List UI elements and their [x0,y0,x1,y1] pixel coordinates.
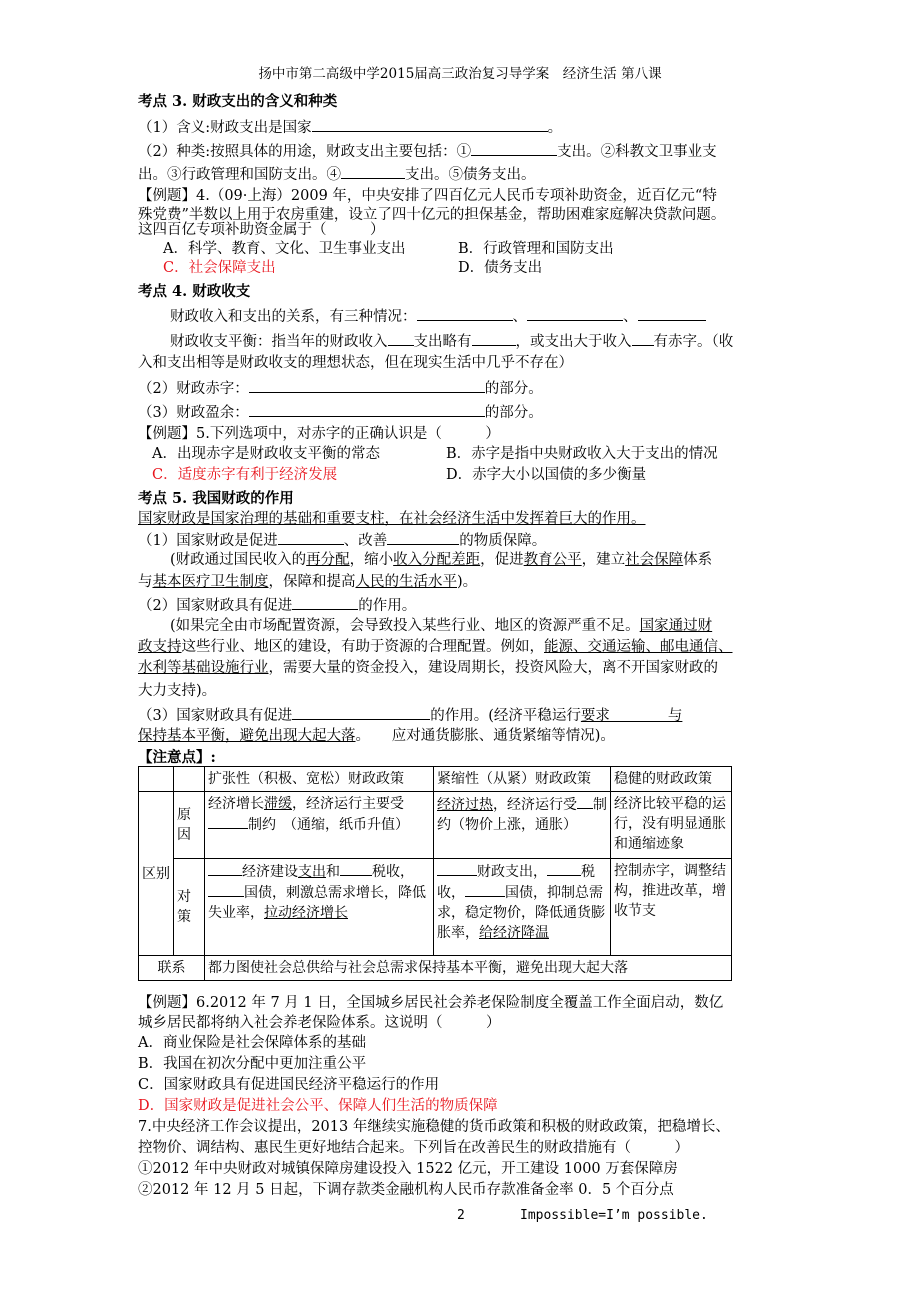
connection-text: 都力图使社会总供给与社会总需求保持基本平衡，避免出现大起大落 [205,956,732,981]
s5-intro: 国家财政是国家治理的基础和重要支柱，在社会经济生活中发挥着巨大的作用。 [138,511,646,527]
example-7-line-2: 控物价、调结构、惠民生更好地结合起来。下列旨在改善民生的财政措施有（ ） [138,1140,689,1156]
notes-heading: 【注意点】: [138,749,216,766]
example-4-option-c: C．社会保障支出 [163,260,276,276]
header-stable: 稳健的财政政策 [611,767,732,792]
example-6-line-1: 【例题】6.2012 年 7 月 1 日，全国城乡居民社会养老保险制度全覆盖工作全面启动，数亿 [138,995,724,1011]
s5-point-1-explain-2: 与基本医疗卫生制度，保障和提高人民的生活水平)。 [138,574,478,590]
s5-point-2-explain-1: (如果完全由市场配置资源，会导致投入某些行业、地区的资源严重不足。国家通过财 [170,618,713,634]
s5-point-2: （2）国家财政具有促进 的作用。 [138,595,416,616]
section-5-title: 考点 5. 我国财政的作用 [138,490,294,507]
example-5-option-d: D．赤字大小以国债的多少衡量 [446,467,647,483]
s3-line-1: （1）含义:财政支出是国家 。 [138,117,562,138]
measure-contractionary: 财政支出， 税收， 国债，抑制总需求，稳定物价，降低通货膨胀率，给经济降温 [434,859,611,956]
cause-stable: 经济比较平稳的运行，没有明显通胀和通缩迹象 [611,792,732,859]
example-5-question: 【例题】5.下列选项中，对赤字的正确认识是（ ） [138,426,500,442]
example-4-line-2: 殊党费”半数以上用于农房重建，设立了四十亿元的担保基金，帮助困难家庭解决贷款问题。 [138,207,726,223]
s4-balance-line-1: 财政收支平衡：指当年的财政收入 支出略有 ，或支出大于收入 有赤字。（收 [170,331,733,352]
example-4-line-1: 【例题】4.（09·上海）2009 年，中央安排了四百亿元人民币专项补助资金，近百亿元“特 [138,188,717,204]
s3-line-2: （2）种类:按照具体的用途，财政支出主要包括：① 支出。②科教文卫事业支 [138,141,717,162]
page-header: 扬中市第二高级中学2015届高三政治复习导学案 经济生活 第八课 [258,66,662,82]
s4-deficit-line: （2）财政赤字： 的部分。 [138,378,543,399]
example-7-item-1: ①2012 年中央财政对城镇保障房建设投入 1522 亿元，开工建设 1000 万套保障房 [138,1161,678,1177]
example-4-line-3: 这四百亿专项补助资金属于（ ） [138,222,385,238]
example-4-option-a: A．科学、教育、文化、卫生事业支出 [163,241,406,257]
table-row-cause [139,792,732,859]
s3-line-3: 出。③行政管理和国防支出。④ 支出。⑤债务支出。 [138,164,536,185]
example-6-option-c: C．国家财政具有促进国民经济平稳运行的作用 [138,1077,440,1093]
section-3-title: 考点 3. 财政支出的含义和种类 [138,93,338,110]
s5-point-1-explain-1: (财政通过国民收入的再分配，缩小收入分配差距，促进教育公平，建立社会保障体系 [170,552,713,568]
s5-point-2-explain-3: 水利等基础设施行业，需要大量的资金投入，建设周期长，投资风险大，离不开国家财政的 [138,660,718,676]
example-6-option-a: A．商业保险是社会保障体系的基础 [138,1035,366,1051]
example-5-option-a: A．出现赤字是财政收支平衡的常态 [152,446,380,462]
table-header-row [139,767,732,792]
example-7-line-1: 7.中央经济工作会议提出，2013 年继续实施稳健的货币政策和积极的财政政策，把稳增长、 [138,1119,730,1135]
example-5-option-b: B．赤字是指中央财政收入大于支出的情况 [446,446,718,462]
table-row-connection [139,956,732,981]
header-contractionary: 紧缩性（从紧）财政政策 [434,767,611,792]
s5-point-2-explain-4: 大力支持)。 [138,683,217,699]
footer-motto: Impossible=I’m possible. [520,1208,708,1223]
measure-expansionary: 经济建设支出和 税收，国债，刺激总需求增长，降低失业率，拉动经济增长 [205,859,434,956]
page-number: 2 [457,1208,465,1223]
s5-point-2-explain-2: 政支持这些行业、地区的建设，有助于资源的合理配置。例如，能源、交通运输、邮电通信、 [138,639,733,655]
s5-point-1: （1）国家财政是促进 、改善 的物质保障。 [138,530,546,551]
example-5-option-c: C．适度赤字有利于经济发展 [152,467,338,483]
section-4-title: 考点 4. 财政收支 [138,283,251,300]
s5-point-3-explain: 保持基本平衡，避免出现大起大落。 应对通货膨胀、通货紧缩等情况)。 [138,728,615,744]
example-6-option-b: B．我国在初次分配中更加注重公平 [138,1056,367,1072]
row-label-measure: 对策 [174,859,205,956]
row-label-cause: 原因 [174,792,205,859]
header-expansionary: 扩张性（积极、宽松）财政政策 [205,767,434,792]
example-4-option-b: B．行政管理和国防支出 [458,241,614,257]
row-label-connection: 联系 [139,956,205,981]
example-6-option-d: D．国家财政是促进社会公平、保障人们生活的物质保障 [138,1098,498,1114]
s5-point-3: （3）国家财政具有促进 的作用。(经济平稳运行要求 与 [138,705,682,726]
s4-balance-line-2: 入和支出相等是财政收支的理想状态，但在现实生活中几乎不存在） [138,355,573,371]
cause-expansionary: 经济增长滞缓，经济运行主要受 制约 （通缩，纸币升值） [205,792,434,859]
example-7-item-2: ②2012 年 12 月 5 日起，下调存款类金融机构人民币存款准备金率 0．5 个百分点 [138,1182,674,1198]
table-row-measure [139,859,732,956]
measure-stable: 控制赤字，调整结构，推进改革，增收节支 [611,859,732,956]
s4-relation-line: 财政收入和支出的关系，有三种情况： 、 、 [170,306,706,327]
example-6-line-2: 城乡居民都将纳入社会养老保险体系。这说明（ ） [138,1015,501,1031]
s4-surplus-line: （3）财政盈余： 的部分。 [138,402,543,423]
row-label-difference: 区别 [139,792,174,956]
fiscal-policy-table [138,766,732,981]
example-4-option-d: D．债务支出 [458,260,543,276]
cause-contractionary: 经济过热，经济运行受 制约（物价上涨，通胀） [434,792,611,859]
